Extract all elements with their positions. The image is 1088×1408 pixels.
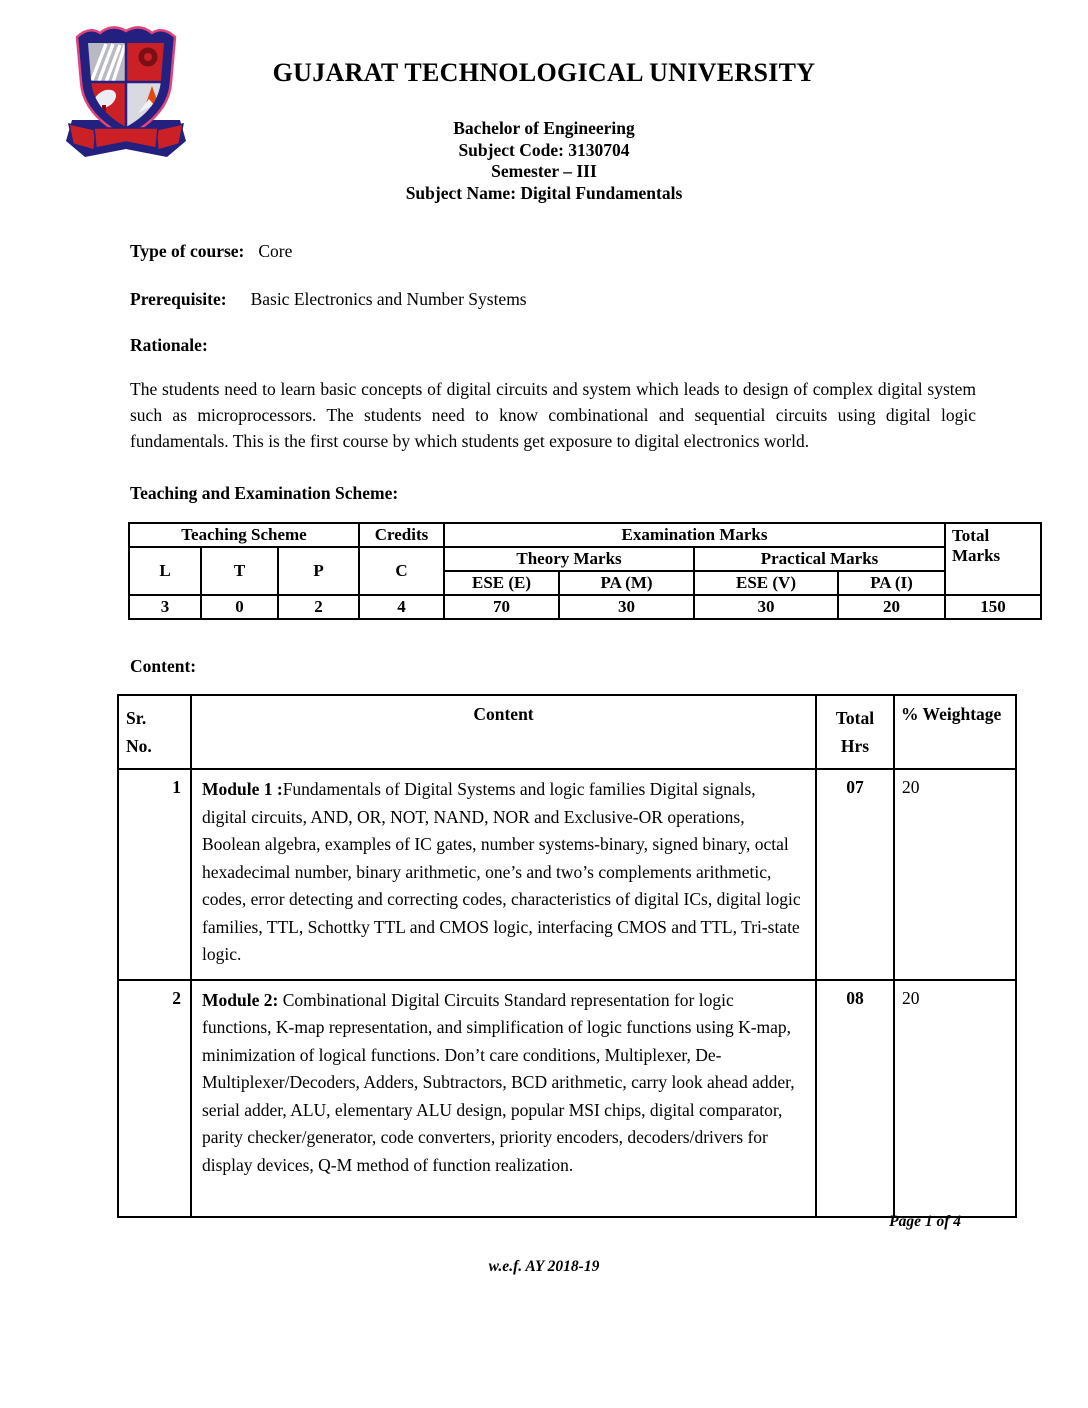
col-header-p: P <box>278 547 359 595</box>
module2-sr: 2 <box>118 980 191 1217</box>
subject-code-line: Subject Code: 3130704 <box>458 139 630 160</box>
module1-sr: 1 <box>118 769 191 980</box>
theory-marks-header: Theory Marks <box>444 547 694 571</box>
module2-label: Module 2: <box>202 989 279 1010</box>
scheme-values-row <box>129 595 1041 619</box>
semester-line: Semester – III <box>491 161 597 181</box>
university-title: GUJARAT TECHNOLOGICAL UNIVERSITY <box>272 58 816 87</box>
examination-marks-header: Examination Marks <box>444 523 945 547</box>
scheme-heading: Teaching and Examination Scheme: <box>130 483 399 503</box>
module2-weightage: 20 <box>894 980 1016 1217</box>
content-row-module1 <box>118 769 1016 980</box>
rationale-paragraph: The students need to learn basic concepts of digital circuits and system which leads to design of complex digital system such as microprocessors. The students need to know combinational and sequential circuits using digital logic fundamentals. This is the first course by which students get exposure to digital electronics world. <box>130 379 976 451</box>
subject-name-line: Subject Name: Digital Fundamentals <box>405 182 683 203</box>
module2-text: Combinational Digital Circuits Standard representation for logic functions, K-map representation, and simplification of logic functions using K-map, minimization of logical functions. Don’t care conditions, Multiplexer, De-Multiplexer/Decoders, Adders, Subtractors, BCD arithmetic, carry look ahead adder, serial adder, ALU, elementary ALU design, popular MSI chips, digital comparator, parity checker/generator, code converters, priority encoders, decoders/drivers for display devices, Q-M method of function realization. <box>202 989 795 1175</box>
credits-header: Credits <box>359 523 444 547</box>
type-of-course-value: Core <box>258 241 293 261</box>
content-col-header: Content <box>191 695 816 769</box>
module1-label: Module 1 : <box>202 779 283 799</box>
module1-description <box>191 769 816 980</box>
col-header-pa-m: PA (M) <box>559 571 694 595</box>
value-l: 3 <box>129 595 201 619</box>
module2-description <box>191 980 816 1217</box>
col-header-l: L <box>129 547 201 595</box>
module2-hrs: 08 <box>816 980 894 1217</box>
value-total: 150 <box>945 595 1041 619</box>
weightage-header: % Weightage <box>894 695 1016 769</box>
module1-weightage: 20 <box>894 769 1016 980</box>
value-t: 0 <box>201 595 278 619</box>
value-p: 2 <box>278 595 359 619</box>
value-ese-e: 70 <box>444 595 559 619</box>
type-of-course-line <box>130 241 976 262</box>
content-table <box>117 694 1017 1218</box>
type-of-course-label: Type of course: <box>130 241 245 261</box>
module1-text: Fundamentals of Digital Systems and logic families Digital signals, digital circuits, AND, OR, NOT, NAND, NOR and Exclusive-OR operations, Boolean algebra, examples of IC gates, number systems-binary, signed binary, octal hexadecimal number, binary arithmetic, one’s and two’s complements arithmetic, codes, error detecting and correcting codes, characteristics of digital ICs, digital logic families, TTL, Schottky TTL and CMOS logic, interfacing CMOS and TTL, Tri-state logic. <box>202 779 801 964</box>
prerequisite-line <box>130 289 976 310</box>
col-header-t: T <box>201 547 278 595</box>
value-pa-i: 20 <box>838 595 945 619</box>
value-ese-v: 30 <box>694 595 838 619</box>
gtu-logo <box>64 16 188 160</box>
sr-no-header: Sr. No. <box>118 695 191 769</box>
content-header-row <box>118 695 1016 769</box>
prerequisite-label: Prerequisite: <box>130 289 227 309</box>
content-row-module2 <box>118 980 1016 1217</box>
scheme-table <box>128 522 1042 620</box>
teaching-scheme-header: Teaching Scheme <box>129 523 359 547</box>
practical-marks-header: Practical Marks <box>694 547 945 571</box>
wef-note: w.e.f. AY 2018-19 <box>488 1258 600 1275</box>
prerequisite-value: Basic Electronics and Number Systems <box>250 289 527 309</box>
col-header-ese-e: ESE (E) <box>444 571 559 595</box>
total-hrs-header: Total Hrs <box>816 695 894 769</box>
module1-hrs: 07 <box>816 769 894 980</box>
total-marks-header: Total Marks <box>945 523 1041 595</box>
col-header-ese-v: ESE (V) <box>694 571 838 595</box>
scheme-group-row <box>129 523 1041 547</box>
rationale-heading: Rationale: <box>130 335 208 355</box>
col-header-c: C <box>359 547 444 595</box>
content-heading: Content: <box>130 656 197 676</box>
page-number: Page 1 of 4 <box>889 1213 961 1230</box>
value-pa-m: 30 <box>559 595 694 619</box>
col-header-pa-i: PA (I) <box>838 571 945 595</box>
meta-section <box>130 241 976 454</box>
value-c: 4 <box>359 595 444 619</box>
program-line: Bachelor of Engineering <box>453 118 635 138</box>
scheme-subgroup-row <box>129 547 1041 571</box>
